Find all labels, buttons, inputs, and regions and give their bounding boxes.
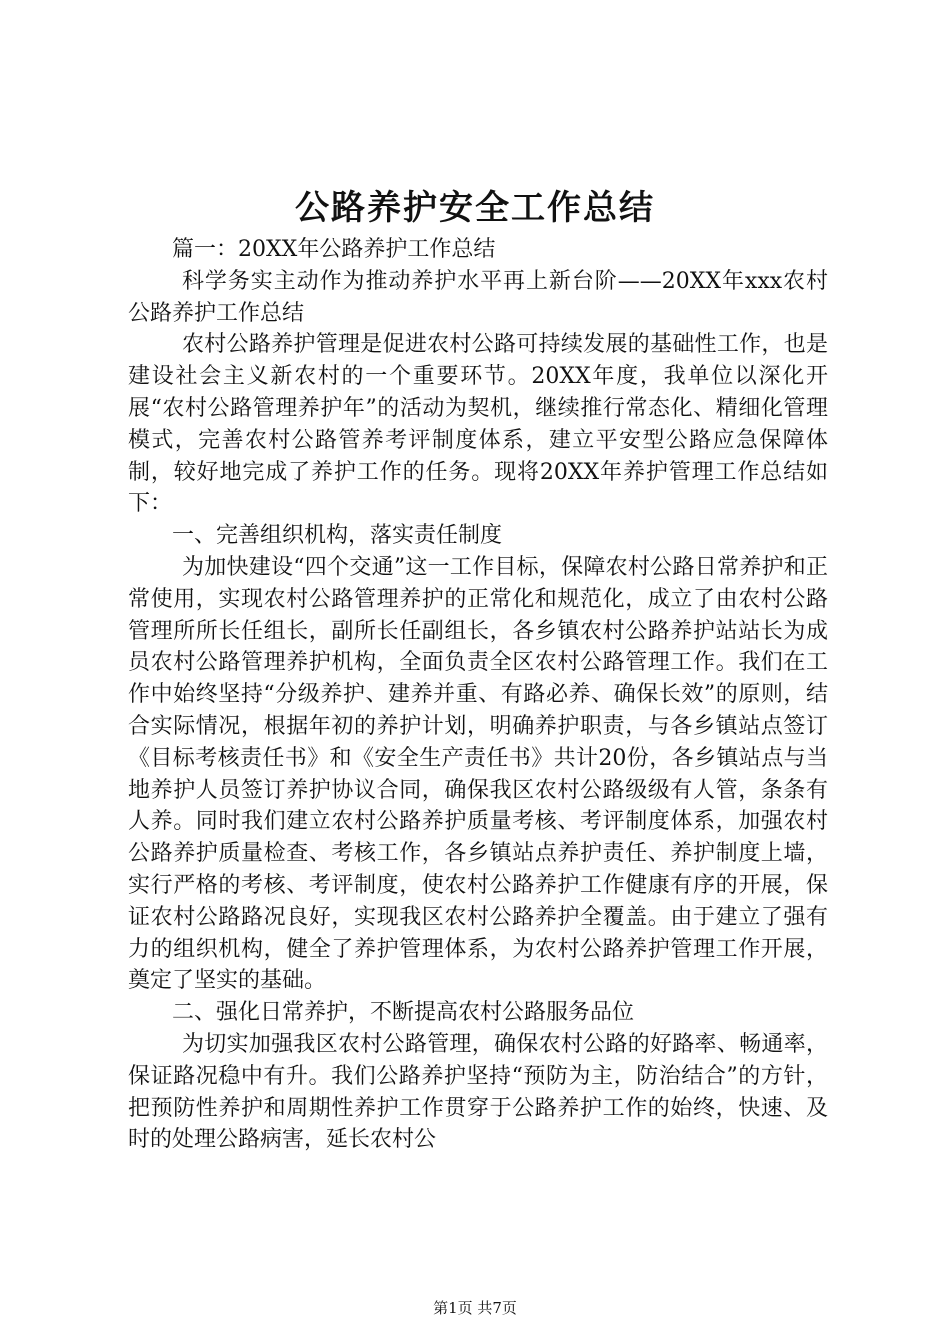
document-title: 公路养护安全工作总结 [295, 188, 655, 228]
paragraph-section-one: 为加快建设“四个交通”这一工作目标，保障农村公路日常养护和正常使用，实现农村公路管理养护的正常化和规范化，成立了由农村公路管理所所长任组长，副所长任副组长，各乡镇农村公路养护站站长为成员农村公路管理养护机构，全面负责全区农村公路管理工作。我们在工作中始终坚持“分级养护、建养并重、有路必养、确保长效”的原则，结合实际情况，根据年初的养护计划，明确养护职责，与各乡镇站点签订《目标考核责任书》和《安全生产责任书》共计20份，各乡镇站点与当地养护人员签订养护协议合同，确保我区农村公路级级有人管，条条有人养。同时我们建立农村公路养护质量考核、考评制度体系，加强农村公路养护质量检查、考核工作，各乡镇站点养护责任、养护制度上墙，实行严格的考核、考评制度，使农村公路养护工作健康有序的开展，保证农村公路路况良好，实现我区农村公路养护全覆盖。由于建立了强有力的组织机构，健全了养护管理体系，为农村公路养护管理工作开展，奠定了坚实的基础。 [128, 554, 828, 994]
section-heading-one: 一、完善组织机构，落实责任制度 [172, 523, 503, 549]
page-footer: 第1页 共7页 [433, 1299, 517, 1317]
paragraph-section-two: 为切实加强我区农村公路管理，确保农村公路的好路率、畅通率，保证路况稳中有升。我们公路养护坚持“预防为主，防治结合”的方针，把预防性养护和周期性养护工作贯穿于公路养护工作的始终，快速、及时的处理公路病害，延长农村公 [128, 1031, 828, 1153]
document-body [128, 234, 828, 1156]
section-heading-two: 二、强化日常养护，不断提高农村公路服务品位 [172, 1000, 635, 1026]
paragraph-intro: 农村公路养护管理是促进农村公路可持续发展的基础性工作，也是建设社会主义新农村的一个重要环节。20XX年度，我单位以深化开展“农村公路管理养护年”的活动为契机，继续推行常态化、精细化管理模式，完善农村公路管养考评制度体系，建立平安型公路应急保障体制，较好地完成了养护工作的任务。现将20XX年养护管理工作总结如下： [128, 332, 828, 517]
paragraph-subtitle: 科学务实主动作为推动养护水平再上新台阶——20XX年xxx农村公路养护工作总结 [128, 268, 828, 326]
paragraph-heading-part-one: 篇一：20XX年公路养护工作总结 [172, 237, 496, 262]
